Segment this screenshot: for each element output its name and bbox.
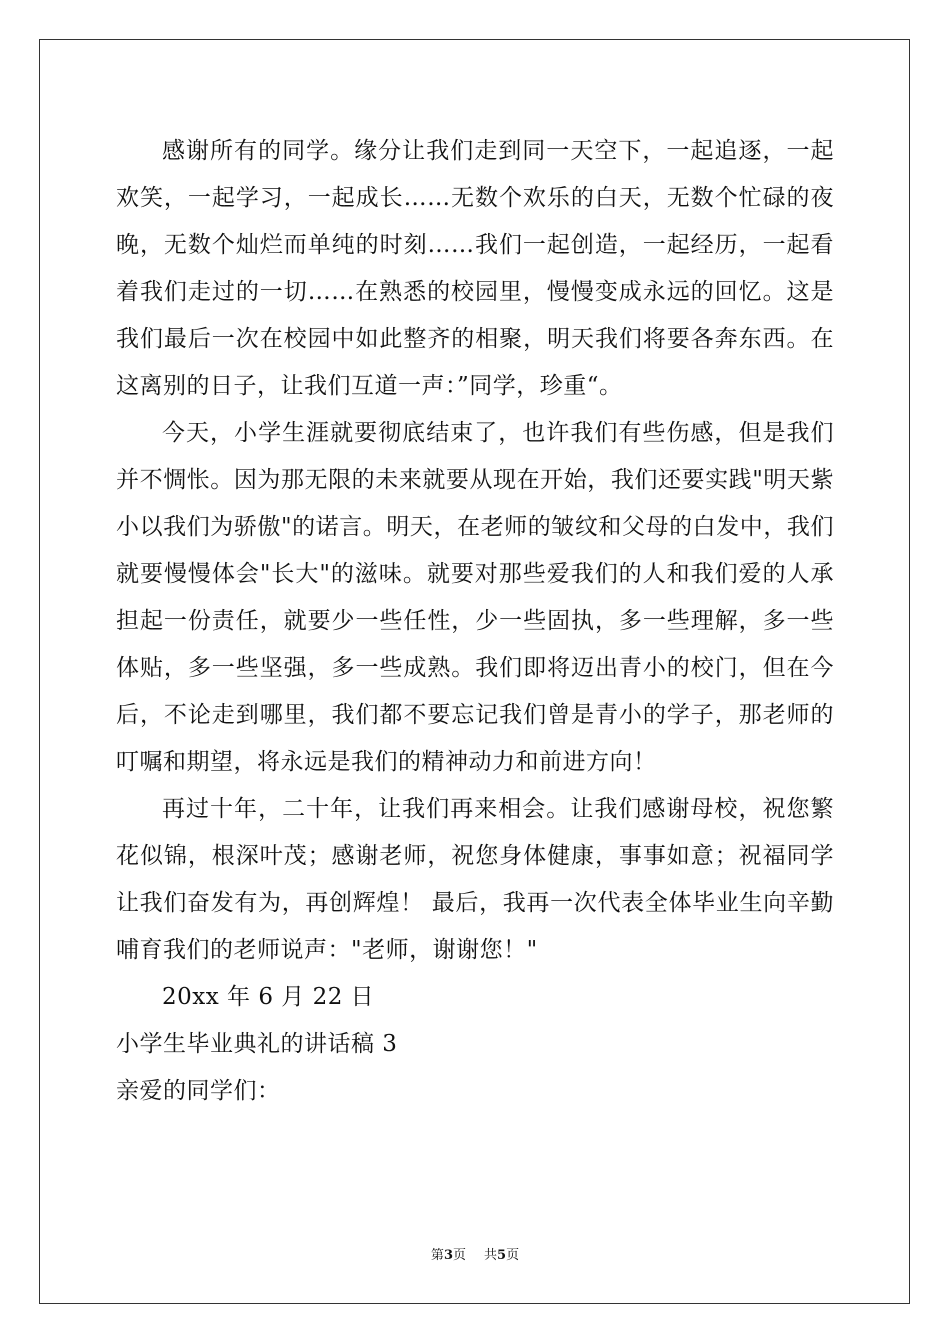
paragraph-thanks-classmates: 感谢所有的同学。缘分让我们走到同一天空下，一起追逐，一起欢笑，一起学习，一起成长……无数个欢乐的白天，无数个忙碌的夜晚，无数个灿烂而单纯的时刻……我们一起创造，一起经历，一起看着我们走过的一切……在熟悉的校园里，慢慢变成永远的回忆。这是我们最后一次在校园中如此整齐的相聚，明天我们将要各奔东西。在这离别的日子，让我们互道一声：”同学，珍重“。 — [116, 138, 834, 399]
speech-date: 20xx 年 6 月 22 日 — [162, 984, 375, 1010]
paragraph-reunion-wishes: 再过十年，二十年，让我们再来相会。让我们感谢母校，祝您繁花似锦，根深叶茂；感谢老师，祝您身体健康，事事如意；祝福同学让我们奋发有为，再创辉煌！ 最后，我再一次代表全体毕业生向辛勤哺育我们的老师说声："老师，谢谢您！" — [116, 796, 834, 963]
total-pages-unit: 页 — [506, 1248, 520, 1263]
next-speech-title: 小学生毕业典礼的讲话稿 3 — [116, 1031, 398, 1057]
total-pages-prefix: 共 — [484, 1248, 498, 1263]
current-page-number: 3 — [443, 1248, 453, 1263]
document-body — [116, 128, 834, 1115]
page-footer — [0, 1247, 950, 1265]
page-number-prefix: 第 — [430, 1248, 444, 1263]
total-pages-number: 5 — [497, 1248, 507, 1263]
salutation: 亲爱的同学们： — [116, 1078, 281, 1104]
page-unit: 页 — [452, 1248, 466, 1263]
paragraph-primary-school-ending: 今天，小学生涯就要彻底结束了，也许我们有些伤感，但是我们并不惆怅。因为那无限的未来就要从现在开始，我们还要实践"明天紫小以我们为骄傲"的诺言。明天，在老师的皱纹和父母的白发中，我们就要慢慢体会"长大"的滋味。就要对那些爱我们的人和我们爱的人承担起一份责任，就要少一些任性，少一些固执，多一些理解，多一些体贴，多一些坚强，多一些成熟。我们即将迈出青小的校门，但在今后，不论走到哪里，我们都不要忘记我们曾是青小的学子，那老师的叮嘱和期望，将永远是我们的精神动力和前进方向！ — [116, 420, 834, 775]
